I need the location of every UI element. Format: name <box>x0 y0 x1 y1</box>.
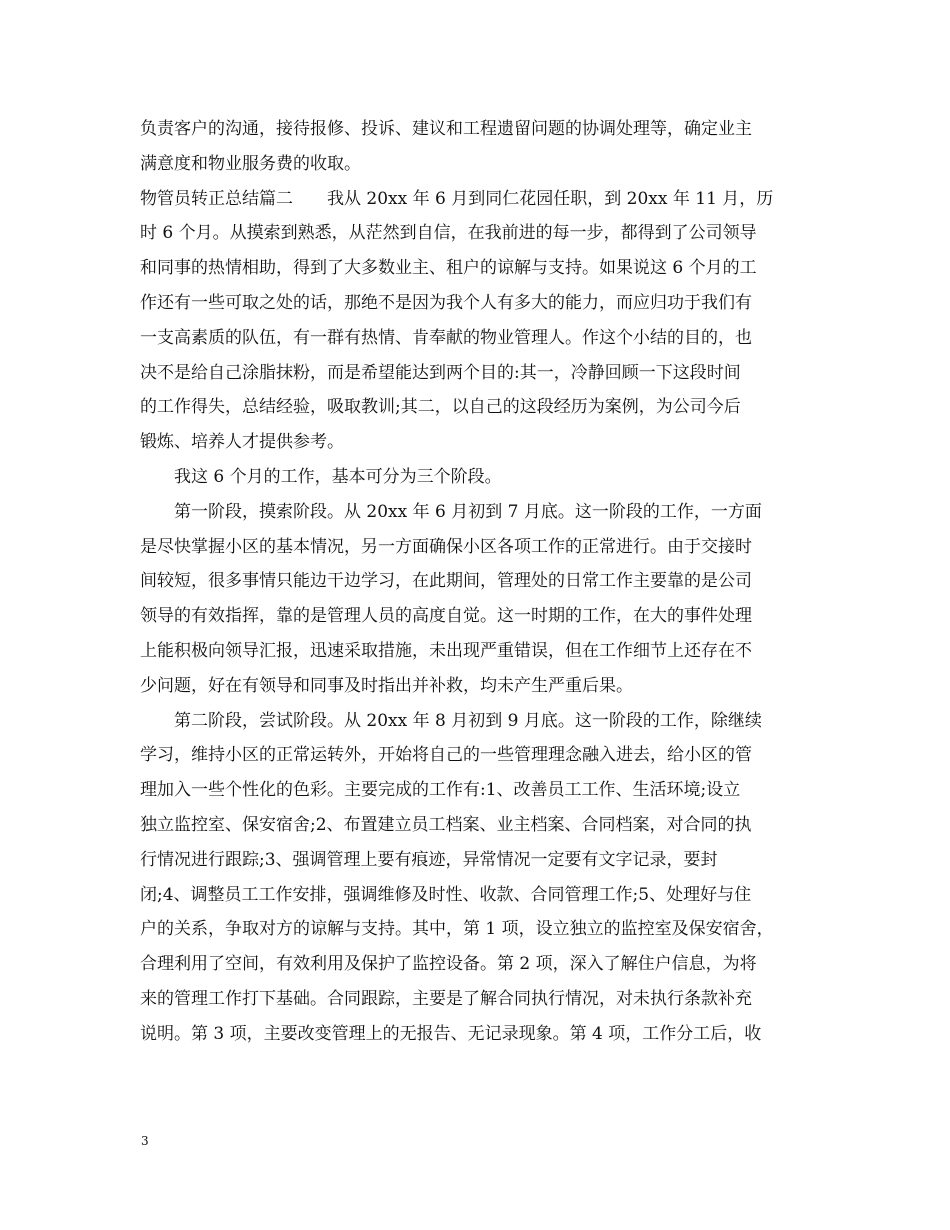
text-line: 决不是给自己涂脂抹粉，而是希望能达到两个目的:其一，冷静回顾一下这段时间 <box>140 362 741 383</box>
text-line: 间较短，很多事情只能边干边学习，在此期间，管理处的日常工作主要靠的是公司 <box>140 571 752 592</box>
text-line: 我这 6 个月的工作，基本可分为三个阶段。 <box>140 466 502 487</box>
text-line: 学习，维持小区的正常运转外，开始将自己的一些管理理念融入进去，给小区的管 <box>140 745 752 766</box>
text-line: 是尽快掌握小区的基本情况，另一方面确保小区各项工作的正常进行。由于交接时 <box>140 536 752 557</box>
text-line: 时 6 个月。从摸索到熟悉，从茫然到自信，在我前进的每一步，都得到了公司领导 <box>140 223 757 244</box>
text-line: 少问题，好在有领导和同事及时指出并补救，均未产生严重后果。 <box>140 675 633 696</box>
page-number: 3 <box>141 1134 149 1148</box>
text-line: 第二阶段，尝试阶段。从 20xx 年 8 月初到 9 月底。这一阶段的工作，除继续 <box>140 710 762 731</box>
text-line: 说明。第 3 项，主要改变管理上的无报告、无记录现象。第 4 项，工作分工后，收 <box>140 1023 762 1044</box>
text-line: 满意度和物业服务费的收取。 <box>140 153 361 174</box>
text-line: 行情况进行跟踪;3、强调管理上要有痕迹，异常情况一定要有文字记录，要封 <box>140 849 718 870</box>
text-line: 理加入一些个性化的色彩。主要完成的工作有:1、改善员工工作、生活环境;设立 <box>140 780 741 801</box>
text-line: 的工作得失，总结经验，吸取教训;其二，以自己的这段经历为案例，为公司今后 <box>140 397 741 418</box>
text-line: 上能积极向领导汇报，迅速采取措施，未出现严重错误，但在工作细节上还存在不 <box>140 640 752 661</box>
text-line: 户的关系，争取对方的谅解与支持。其中，第 1 项，设立独立的监控室及保安宿舍， <box>140 919 774 940</box>
text-line: 领导的有效指挥，靠的是管理人员的高度自觉。这一时期的工作，在大的事件处理 <box>140 606 752 627</box>
text-line: 合理利用了空间，有效利用及保护了监控设备。第 2 项，深入了解住户信息，为将 <box>140 954 757 975</box>
text-line: 锻炼、培养人才提供参考。 <box>140 432 344 453</box>
text-line: 负责客户的沟通，接待报修、投诉、建议和工程遗留问题的协调处理等，确定业主 <box>140 119 752 139</box>
text-line: 一支高素质的队伍，有一群有热情、肯奉献的物业管理人。作这个小结的目的，也 <box>140 327 752 348</box>
text-line: 作还有一些可取之处的话，那绝不是因为我个人有多大的能力，而应归功于我们有 <box>140 292 752 313</box>
text-line: 和同事的热情相助，得到了大多数业主、租户的谅解与支持。如果说这 6 个月的工 <box>140 258 757 279</box>
text-line: 闭;4、调整员工工作安排，强调维修及时性、收款、合同管理工作;5、处理好与住 <box>140 884 752 905</box>
text-line: 第一阶段，摸索阶段。从 20xx 年 6 月初到 7 月底。这一阶段的工作，一方面 <box>140 501 762 522</box>
text-line: 独立监控室、保安宿舍;2、布置建立员工档案、业主档案、合同档案，对合同的执 <box>140 814 752 835</box>
text-line: 物管员转正总结篇二 我从 20xx 年 6 月到同仁花园任职，到 20xx 年 11 月，历 <box>140 188 774 209</box>
text-line: 来的管理工作打下基础。合同跟踪，主要是了解合同执行情况，对未执行条款补充 <box>140 988 752 1009</box>
body-text <box>140 112 830 1052</box>
